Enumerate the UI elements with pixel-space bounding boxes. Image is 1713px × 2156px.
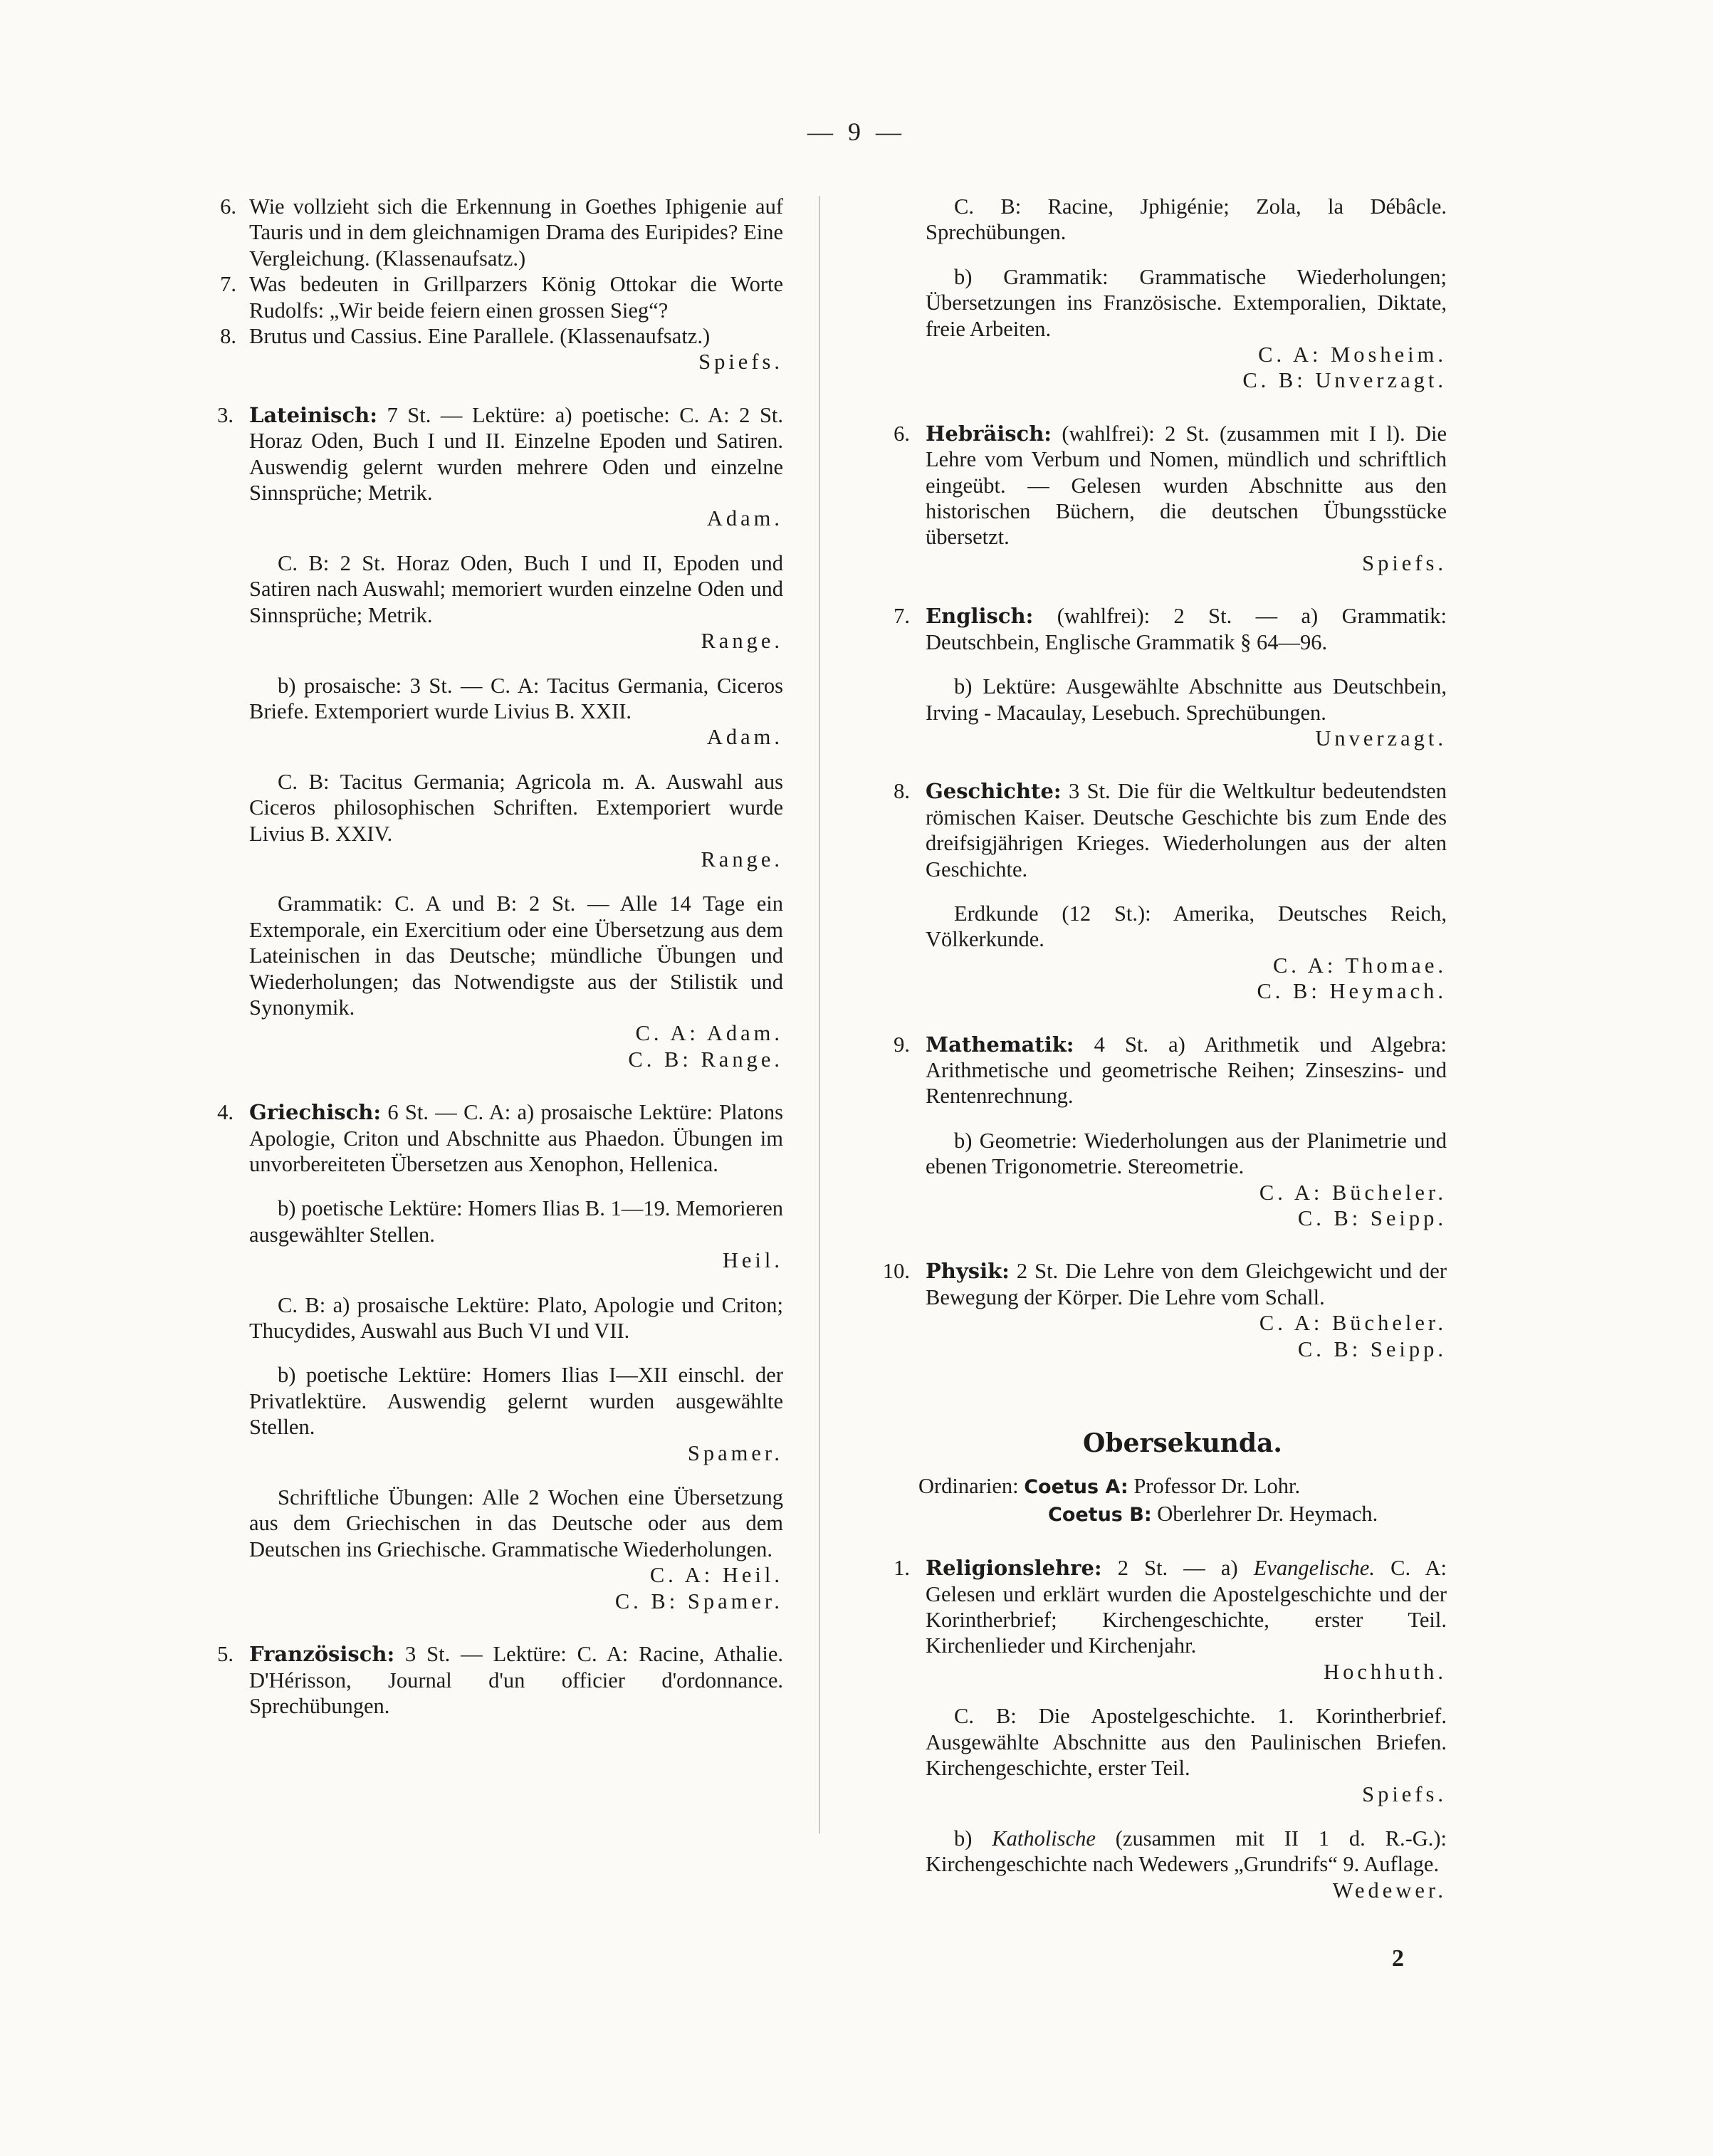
topic-6 xyxy=(220,194,783,271)
section-pre: 2 St. — a) xyxy=(1117,1556,1238,1581)
teacher-signature: Range. xyxy=(701,629,783,654)
section-paragraph: C. B: Die Apostelgeschichte. 1. Korintherbrief. Ausgewählte Abschnitte aus den Paulinischen Briefen. Kirchengeschichte, erster Teil. xyxy=(926,1704,1447,1781)
section-paragraph: C. B: Racine, Jphigénie; Zola, la Débâcle. Sprechübungen. xyxy=(926,194,1447,245)
section-italic: Evangelische. xyxy=(1253,1556,1375,1581)
section-number: 5. xyxy=(217,1642,234,1667)
section-physics xyxy=(882,1258,1447,1362)
section-paragraph: Erdkunde (12 St.): Amerika, Deutsches Reich, Völkerkunde. xyxy=(926,901,1447,952)
topic-text: Was bedeuten in Grillparzers König Ottokar die Worte Rudolfs: „Wir beide feiern einen grossen Sieg“? xyxy=(249,272,783,323)
column-divider xyxy=(819,196,820,1833)
section-pre: b) xyxy=(954,1826,973,1851)
section-heading: Französisch: xyxy=(249,1642,395,1667)
coetus-b-label: Coetus B: xyxy=(1048,1503,1152,1526)
teacher-signature: C. B: Seipp. xyxy=(1297,1336,1447,1361)
teacher-signature: Hochhuth. xyxy=(1324,1659,1447,1684)
topic-number: 8. xyxy=(220,324,236,349)
topic-text: Brutus und Cassius. Eine Parallele. (Klassenaufsatz.) xyxy=(249,324,711,349)
section-intro: 6 St. — C. A: a) prosaische Lektüre: Platons Apologie, Criton und Abschnitte aus Phaedon. Übungen im unvorbereiteten Übersetzen aus Xenophon, Hellenica. xyxy=(249,1100,783,1176)
section-number: 1. xyxy=(894,1556,910,1581)
section-heading: Physik: xyxy=(926,1259,1010,1284)
teacher-signature: C. A: Bücheler. xyxy=(1259,1180,1447,1205)
section-intro: (wahlfrei): 2 St. (zusammen mit I l). Die Lehre vom Verbum und Nomen, mündlich und schriftlich eingeübt. — Gelesen wurden Abschnitte aus den historischen Büchern, die deutschen Übungsstücke übersetzt. xyxy=(926,421,1447,550)
teacher-signature: Spiefs. xyxy=(1362,550,1447,575)
teacher-signature: Adam. xyxy=(706,506,783,531)
section-number: 3. xyxy=(217,402,234,427)
teacher-signature: C. B: Heymach. xyxy=(1257,979,1447,1004)
section-heading: Lateinisch: xyxy=(249,402,377,427)
teacher-signature: C. B: Seipp. xyxy=(1297,1206,1447,1230)
teacher-signature: Range. xyxy=(701,847,783,872)
section-religion xyxy=(894,1555,1447,1903)
section-english xyxy=(894,603,1447,751)
teacher-signature: Wedewer. xyxy=(1332,1878,1447,1903)
section-paragraph: b) Grammatik: Grammatische Wiederholungen; Übersetzungen ins Französische. Extemporalien, Diktate, freie Arbeiten. xyxy=(926,264,1447,341)
section-number: 8. xyxy=(894,779,910,804)
teacher-signature: C. A: Adam. xyxy=(635,1021,783,1046)
section-paragraph: Grammatik: C. A und B: 2 St. — Alle 14 Tage ein Extemporale, ein Exercitium oder eine Übersetzung aus dem Lateinischen in das Deutsche; mündliche Übungen und Wiederholungen; das Notwendigste aus der Stilistik und Synonymik. xyxy=(249,891,783,1020)
section-number: 7. xyxy=(894,604,910,629)
teacher-signature: C. A: Bücheler. xyxy=(1259,1311,1447,1336)
coetus-a-label: Coetus A: xyxy=(1024,1476,1128,1499)
teacher-signature: Adam. xyxy=(706,725,783,750)
section-heading: Hebräisch: xyxy=(926,421,1052,446)
section-intro: 4 St. a) Arithmetik und Algebra: Arithmetische und geometrische Reihen; Zinseszins- und Rentenrechnung. xyxy=(926,1032,1447,1109)
section-number: 9. xyxy=(894,1032,910,1057)
section-intro: C. A: Gelesen und erklärt wurden die Apostelgeschichte und der Korintherbrief; Kirchengeschichte, erster Teil. Kirchenlieder und Kirchenjahr. xyxy=(926,1556,1447,1658)
topic-7 xyxy=(220,271,783,323)
teacher-signature: Spamer. xyxy=(687,1440,783,1465)
topic-number: 7. xyxy=(220,272,236,297)
section-history xyxy=(894,778,1447,1004)
section-greek xyxy=(217,1099,783,1614)
section-paragraph: b) poetische Lektüre: Homers Ilias B. 1—19. Memorieren ausgewählter Stellen. xyxy=(249,1196,783,1247)
teacher-signature: Unverzagt. xyxy=(1315,726,1447,750)
section-paragraph: b) prosaische: 3 St. — C. A: Tacitus Germania, Ciceros Briefe. Extemporiert wurde Livius B. XXII. xyxy=(249,673,783,723)
section-intro: 3 St. — Lektüre: C. A: Racine, Athalie. D'Hérisson, Journal d'un officier d'ordonnance. Sprechübungen. xyxy=(249,1642,784,1718)
section-number: 6. xyxy=(894,421,910,446)
section-intro: 7 St. — Lektüre: a) poetische: C. A: 2 St. Horaz Oden, Buch I und II. Einzelne Epoden und Satiren. Auswendig gelernt wurden mehrere Oden und einzelne Sinnsprüche; Metrik. xyxy=(249,402,783,506)
section-italic: Katholische xyxy=(992,1826,1096,1851)
section-paragraph: b) Geometrie: Wiederholungen aus der Planimetrie und ebenen Trigonometrie. Stereometrie. xyxy=(926,1128,1447,1179)
teacher-signature: Heil. xyxy=(722,1248,783,1273)
right-column xyxy=(882,194,1447,1972)
section-latin xyxy=(217,402,783,1072)
topic-number: 6. xyxy=(220,194,236,219)
section-paragraph: C. B: 2 St. Horaz Oden, Buch I und II, Epoden und Satiren nach Auswahl; memoriert wurden einzelne Oden und Sinnsprüche; Metrik. xyxy=(249,550,783,627)
section-heading: Englisch: xyxy=(926,604,1034,629)
teacher-signature: C. A: Heil. xyxy=(649,1563,783,1588)
teacher-signature: Spiefs. xyxy=(1362,1781,1447,1806)
section-paragraph: b) Lektüre: Ausgewählte Abschnitte aus Deutschbein, Irving - Macaulay, Lesebuch. Sprechübungen. xyxy=(926,674,1447,725)
ordinarien-label: Ordinarien: xyxy=(918,1474,1019,1499)
section-heading: Religionslehre: xyxy=(926,1556,1102,1581)
section-hebrew xyxy=(894,421,1447,576)
topic-8 xyxy=(220,323,783,375)
teacher-signature: C. A: Thomae. xyxy=(1272,953,1447,978)
coetus-b-teacher: Oberlehrer Dr. Heymach. xyxy=(1157,1501,1378,1526)
teacher-signature: C. B: Range. xyxy=(628,1047,783,1072)
section-heading: Griechisch: xyxy=(249,1100,382,1125)
teacher-signature: Spiefs. xyxy=(698,350,783,375)
section-heading: Mathematik: xyxy=(926,1032,1074,1057)
ordinarien-block xyxy=(918,1473,1447,1528)
section-paragraph: C. B: Tacitus Germania; Agricola m. A. Auswahl aus Ciceros philosophischen Schriften. Extemporiert wurde Livius B. XXIV. xyxy=(249,769,783,846)
teacher-signature: C. B: Unverzagt. xyxy=(1242,368,1447,393)
coetus-a-teacher: Professor Dr. Lohr. xyxy=(1133,1474,1301,1499)
section-intro: (wahlfrei): 2 St. — a) Grammatik: Deutschbein, Englische Grammatik § 64—96. xyxy=(926,604,1447,654)
section-paragraph: C. B: a) prosaische Lektüre: Plato, Apologie und Criton; Thucydides, Auswahl aus Buch VI und VII. xyxy=(249,1292,783,1344)
section-number: 4. xyxy=(217,1100,234,1125)
section-mathematics xyxy=(894,1032,1447,1232)
section-number: 10. xyxy=(882,1259,910,1284)
section-paragraph: b) poetische Lektüre: Homers Ilias I—XII einschl. der Privatlektüre. Auswendig gelernt wurden ausgewählte Stellen. xyxy=(249,1363,783,1440)
teacher-signature: C. A: Mosheim. xyxy=(1258,342,1447,367)
section-french xyxy=(217,1641,784,1719)
class-title: Obersekunda. xyxy=(1083,1428,1282,1459)
topic-text: Wie vollzieht sich die Erkennung in Goethes Iphigenie auf Tauris und in dem gleichnamigen Drama des Euripides? Eine Vergleichung. (Klassenaufsatz.) xyxy=(249,194,783,271)
section-intro: 2 St. Die Lehre von dem Gleichgewicht und der Bewegung der Körper. Die Lehre vom Schall. xyxy=(926,1259,1447,1309)
page-number: — 9 — xyxy=(807,117,906,146)
section-intro: 3 St. Die für die Weltkultur bedeutendsten römischen Kaiser. Deutsche Geschichte bis zum Ende des dreifsigjährigen Krieges. Wiederholungen aus der alten Geschichte. xyxy=(926,779,1447,881)
teacher-signature: C. B: Spamer. xyxy=(614,1589,783,1613)
section-paragraph: (zusammen mit II 1 d. R.-G.): Kirchengeschichte nach Wedewers „Grundrifs“ 9. Auflage. xyxy=(926,1826,1447,1877)
left-column xyxy=(217,194,784,1719)
section-french-continued xyxy=(918,194,1447,394)
section-paragraph: Schriftliche Übungen: Alle 2 Wochen eine Übersetzung aus dem Griechischen in das Deutsche oder aus dem Deutschen ins Griechische. Grammatische Wiederholungen. xyxy=(249,1485,783,1561)
section-heading: Geschichte: xyxy=(926,779,1062,804)
sheet-number: 2 xyxy=(1392,1945,1404,1972)
